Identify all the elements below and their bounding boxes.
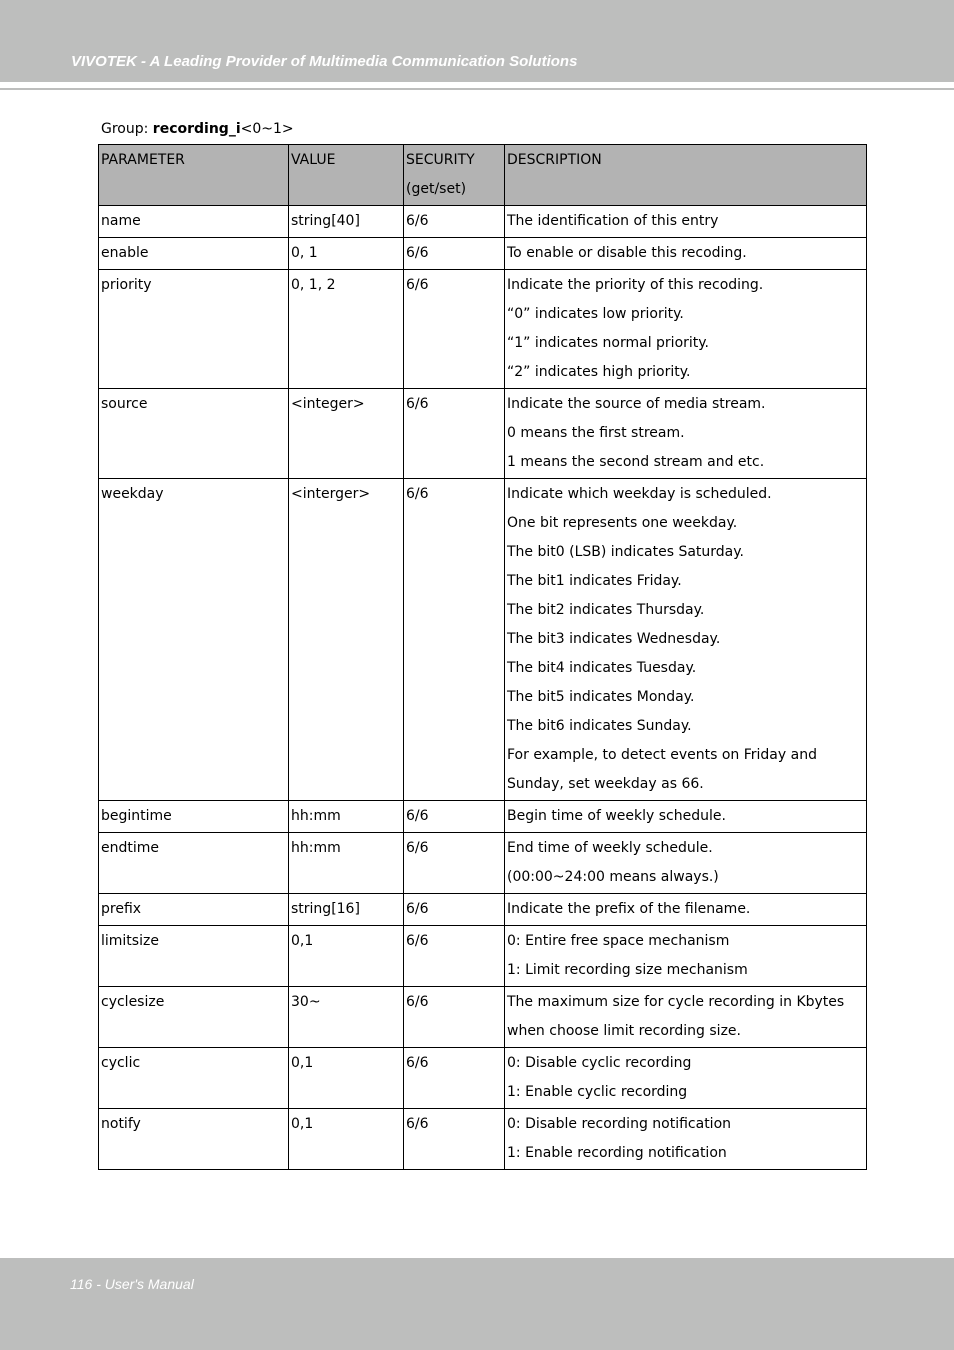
cell-security: 6/6 [404,833,505,894]
cell-value: hh:mm [289,833,404,894]
cell-parameter: cyclesize [99,987,289,1048]
cell-security: 6/6 [404,389,505,479]
description-line: Indicate the source of media stream. [507,396,766,412]
cell-description [505,389,867,479]
description-line: The bit6 indicates Sunday. [507,718,692,734]
cell-value: 0,1 [289,1109,404,1170]
header-security-label: SECURITY [406,152,475,168]
description-line: 1: Enable cyclic recording [507,1084,688,1100]
cell-parameter: limitsize [99,926,289,987]
table-row [99,1048,867,1109]
cell-description [505,479,867,801]
cell-security: 6/6 [404,206,505,238]
cell-parameter: enable [99,238,289,270]
cell-value: 0, 1 [289,238,404,270]
table-row [99,206,867,238]
cell-description [505,270,867,389]
cell-value: string[16] [289,894,404,926]
table-row [99,926,867,987]
header-description: DESCRIPTION [505,145,867,206]
header-security [404,145,505,206]
cell-description [505,833,867,894]
cell-parameter: prefix [99,894,289,926]
description-line: Indicate which weekday is scheduled. [507,486,772,502]
group-label [101,121,294,137]
cell-security: 6/6 [404,1048,505,1109]
description-line: when choose limit recording size. [507,1023,741,1039]
description-line: 0 means the first stream. [507,425,685,441]
description-line: The bit3 indicates Wednesday. [507,631,721,647]
cell-value: 30~ [289,987,404,1048]
table-row [99,987,867,1048]
description-line: 0: Disable recording notification [507,1116,732,1132]
cell-security: 6/6 [404,926,505,987]
description-line: The maximum size for cycle recording in Kbytes [507,994,845,1010]
description-line: Begin time of weekly schedule. [507,808,726,824]
cell-parameter: cyclic [99,1048,289,1109]
cell-description [505,1048,867,1109]
cell-parameter: name [99,206,289,238]
description-line: 1: Limit recording size mechanism [507,962,748,978]
description-line: The bit5 indicates Monday. [507,689,695,705]
cell-security: 6/6 [404,479,505,801]
header-value: VALUE [289,145,404,206]
description-line: (00:00~24:00 means always.) [507,869,719,885]
description-line: One bit represents one weekday. [507,515,738,531]
table-row [99,894,867,926]
cell-parameter: weekday [99,479,289,801]
table-row [99,479,867,801]
cell-security: 6/6 [404,1109,505,1170]
cell-parameter: priority [99,270,289,389]
description-line: To enable or disable this recoding. [507,245,747,261]
group-suffix: <0~1> [240,121,294,137]
description-line: 0: Disable cyclic recording [507,1055,692,1071]
table-header-row [99,145,867,206]
table-row [99,833,867,894]
cell-value: string[40] [289,206,404,238]
cell-value: <interger> [289,479,404,801]
description-line: The bit1 indicates Friday. [507,573,682,589]
cell-description [505,238,867,270]
description-line: 0: Entire free space mechanism [507,933,730,949]
description-line: Indicate the priority of this recoding. [507,277,764,293]
cell-value: 0,1 [289,926,404,987]
description-line: The bit4 indicates Tuesday. [507,660,697,676]
cell-parameter: endtime [99,833,289,894]
cell-security: 6/6 [404,238,505,270]
description-line: 1 means the second stream and etc. [507,454,765,470]
description-line: “1” indicates normal priority. [507,335,710,351]
cell-value: 0,1 [289,1048,404,1109]
description-line: The bit2 indicates Thursday. [507,602,705,618]
description-line: “0” indicates low priority. [507,306,684,322]
cell-security: 6/6 [404,894,505,926]
footer-page-label: 116 - User's Manual [70,1276,194,1292]
table-row [99,389,867,479]
description-line: End time of weekly schedule. [507,840,713,856]
cell-value: 0, 1, 2 [289,270,404,389]
description-line: Indicate the prefix of the filename. [507,901,751,917]
page-footer [0,1258,954,1350]
description-line: The identification of this entry [507,213,719,229]
cell-parameter: begintime [99,801,289,833]
header-security-sub: (get/set) [406,181,467,197]
cell-description [505,987,867,1048]
description-line: Sunday, set weekday as 66. [507,776,704,792]
cell-value: hh:mm [289,801,404,833]
table-row [99,801,867,833]
cell-description [505,801,867,833]
description-line: For example, to detect events on Friday and [507,747,817,763]
table-row [99,238,867,270]
cell-parameter: source [99,389,289,479]
table-row [99,270,867,389]
cell-security: 6/6 [404,270,505,389]
header-title: VIVOTEK - A Leading Provider of Multimedia Communication Solutions [71,53,578,70]
cell-parameter: notify [99,1109,289,1170]
parameter-table [98,144,867,1170]
description-line: “2” indicates high priority. [507,364,691,380]
cell-description [505,894,867,926]
table-row [99,1109,867,1170]
cell-description [505,926,867,987]
group-prefix: Group: [101,121,153,137]
cell-description [505,1109,867,1170]
cell-description [505,206,867,238]
cell-security: 6/6 [404,987,505,1048]
cell-value: <integer> [289,389,404,479]
header-divider [0,88,954,90]
table-body [99,206,867,1170]
header-parameter: PARAMETER [99,145,289,206]
description-line: 1: Enable recording notification [507,1145,727,1161]
description-line: The bit0 (LSB) indicates Saturday. [507,544,744,560]
group-name: recording_i [152,121,241,137]
cell-security: 6/6 [404,801,505,833]
